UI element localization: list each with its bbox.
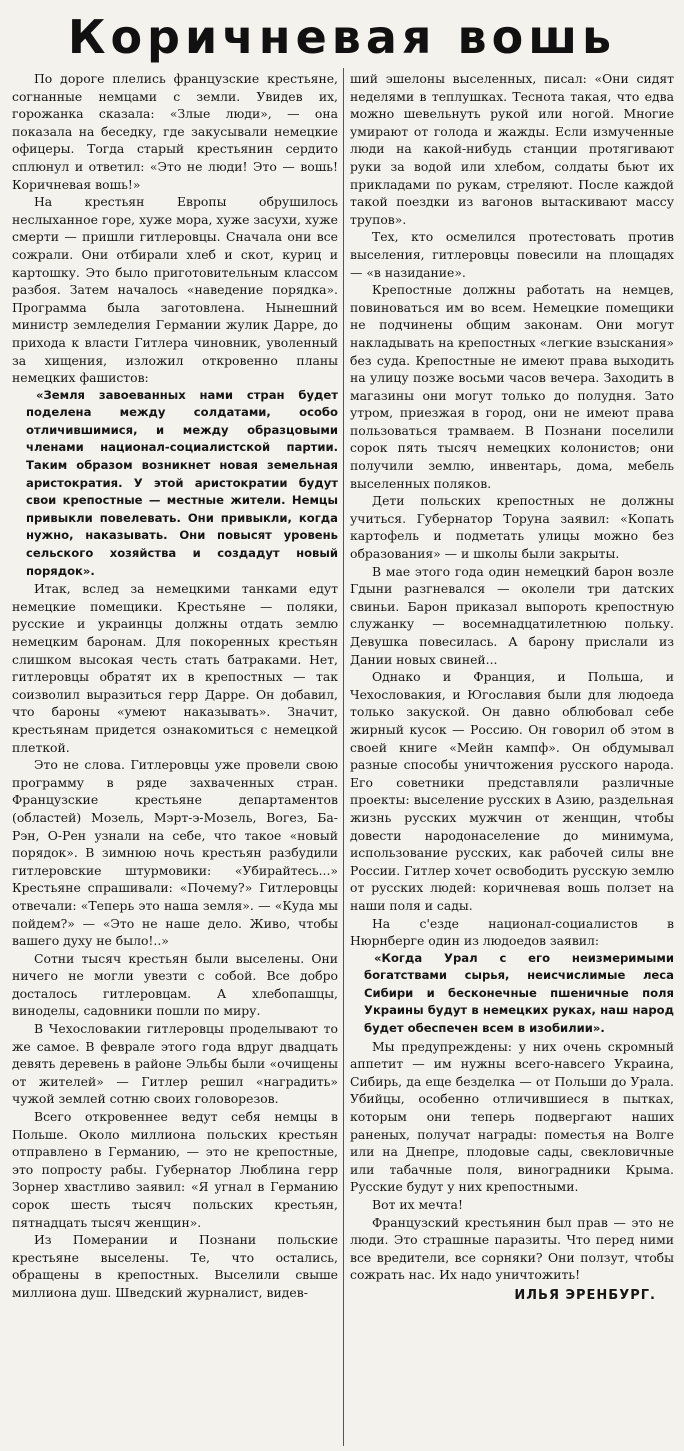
article-paragraph: ший эшелоны выселенных, писал: «Они сидят неделями в теплушках. Теснота такая, что едва можно шевельнуть рукой или ногой. Многие умирают от голода и жажды. Если измученные люди на какой-нибудь станции протягивают руки за водой или хлебом, солдаты бьют их прикладами по рукам, стреляют. После каждой такой поездки из вагонов вытаскивают массу трупов». [350, 71, 674, 227]
article-paragraph: Однако и Франция, и Польша, и Чехословакия, и Югославия были для людоеда только закуской. Он давно облюбовал себе жирный кусок — Россию. Он говорил об этом в своей книге «Мейн кампф». Он обдумывал разные способы уничтожения русского народа. Его советники представляли различные проекты: выселение русских в Азию, раздельная жизнь русских мужчин от женщин, чтобы довести народонаселение до минимума, использование русских, как рабочей силы вне России. Гитлер хочет освободить русскую землю от русских людей: коричневая вошь ползет на наши поля и сады. [350, 669, 674, 913]
article-title: Коричневая вошь [67, 10, 617, 64]
left-column [12, 70, 338, 1446]
article-paragraph: В мае этого года один немецкий барон возле Гдыни разгневался — околели три датских свиньи. Барон приказал выпороть крепостную служанку — восемнадцатилетнюю польку. Девушка повесилась. А барону прислали из Дании новых свиней... [350, 563, 674, 667]
quote-paragraph: «Земля завоеванных нами стран будет поделена между солдатами, особо отличившимися, и между образцовыми членами национал-социалистской партии. Таким образом возникнет новая земельная аристократия. У этой аристократии будут свои крепостные — местные жители. Немцы привыкли повелевать. Они привыкли, когда нужно, наказывать. Они повысят уровень сельского хозяйства и создадут новый порядок». [26, 387, 338, 578]
column-divider [343, 68, 344, 1446]
signature-row [350, 1286, 674, 1305]
right-column [350, 70, 674, 1446]
article-paragraph: Итак, вслед за немецкими танками едут немецкие помещики. Крестьяне — поляки, русские и украинцы должны отдать землю немецким баронам. Для покоренных крестьян слишком высокая честь стать батраками. Нет, гитлеровцы обратят их в крепостных — так соизволил выразиться герр Дарре. Он добавил, что бароны «умеют наказывать». Значит, крестьянам придется ознакомиться с немецкой плеткой. [12, 581, 338, 755]
article-paragraph: На с'езде национал-социалистов в Нюрнберге один из людоедов заявил: [350, 915, 674, 949]
article-paragraph: По дороге плелись французские крестьяне, согнанные немцами с земли. Увидев их, горожанка сказала: «Злые люди», — она показала на беседку, где закусывали немецкие офицеры. Тогда старый крестьянин сердито сплюнул и ответил: «Это не люди! Это — вошь! Коричневая вошь!» [12, 71, 338, 192]
article-paragraph: Французский крестьянин был прав — это не люди. Это страшные паразиты. Что перед ними все вредители, все сорняки? Они ползут, чтобы сожрать нас. Их надо уничтожить! [350, 1214, 674, 1283]
article-paragraph: Это не слова. Гитлеровцы уже провели свою программу в ряде захваченных стран. Французские крестьяне департаментов (областей) Мозель, Мэрт-э-Мозель, Вогез, Ба-Рэн, О-Рен узнали на себе, что такое «новый порядок». В зимнюю ночь крестьян разбудили гитлеровские штурмовики: «Убирайтесь...» Крестьяне спрашивали: «Почему?» Гитлеровцы отвечали: «Теперь это наша земля». — «Куда мы пойдем?» — «Это не наше дело. Живо, чтобы вашего духу не было!..» [12, 757, 338, 949]
quote-paragraph: «Когда Урал с его неизмеримыми богатствами сырья, неисчислимые леса Сибири и бесконечные пшеничные поля Украины будут в немецких руках, наш народ будет обеспечен всем в изобилии». [364, 950, 674, 1036]
article-paragraph: Сотни тысяч крестьян были выселены. Они ничего не могли увезти с собой. Все добро досталось гитлеровцам. А хлебопашцы, виноделы, садовники пошли по миру. [12, 950, 338, 1019]
article-paragraph: Дети польских крепостных не должны учиться. Губернатор Торуна заявил: «Копать картофель и подметать улицы можно без образования» — и школы были закрыты. [350, 493, 674, 562]
article-paragraph: Мы предупреждены: у них очень скромный аппетит — им нужны всего-навсего Украина, Сибирь, да еще безделка — от Польши до Урала. Убийцы, особенно отличившиеся в пытках, которым они теперь подвергают наших раненых, получат награды: поместья на Волге или на Днепре, плодовые сады, свекловичные или табачные поля, виноградники Крыма. Русские будут у них крепостными. [350, 1038, 674, 1195]
article-paragraph: Тех, кто осмелился протестовать против выселения, гитлеровцы повесили на площадях — «в назидание». [350, 229, 674, 280]
article-paragraph: Всего откровеннее ведут себя немцы в Польше. Около миллиона польских крестьян отправлено в Германию, — это не крепостные, это попросту рабы. Губернатор Люблина герр Зорнер хвастливо заявил: «Я угнал в Германию сорок шесть тысяч польских крестьян, пятнадцать тысяч женщин». [12, 1109, 338, 1230]
article-paragraph: На крестьян Европы обрушилось неслыханное горе, хуже мора, хуже засухи, хуже смерти — пришли гитлеровцы. Сначала они все сожрали. Они отбирали хлеб и скот, куриц и картошку. Это было приготовительным классом разбоя. Затем началось «наведение порядка». Программа была заготовлена. Нынешний министр земледелия Германии жулик Дарре, до прихода к власти Гитлера чиновник, уволенный за хищения, изложил откровенно планы немецких фашистов: [12, 194, 338, 386]
article-paragraph: Крепостные должны работать на немцев, повиноваться им во всем. Немецкие помещики не подчинены общим законам. Они могут накладывать на крепостных «легкие взыскания» без суда. Крепостные не имеют права выходить на улицу позже восьми часов вечера. Заходить в магазины они могут только до полудня. Зато утром, приезжая в город, они не имеют права пользоваться трамваем. В Познани поселили сорок пять тысяч немецких колонистов; они получили землю, инвентарь, дома, мебель выселенных поляков. [350, 282, 674, 491]
article-paragraph: Из Померании и Познани польские крестьяне выселены. Те, что остались, обращены в крепостных. Выселили свыше миллиона душ. Шведский журналист, видев- [12, 1232, 338, 1300]
author-signature: ИЛЬЯ ЭРЕНБУРГ. [514, 1287, 656, 1303]
article-paragraph: В Чехословакии гитлеровцы проделывают то же самое. В феврале этого года вдруг двадцать девять деревень в районе Эльбы были «очищены от жителей» — Гитлер решил «наградить» чужой землей сотню своих головорезов. [12, 1021, 338, 1107]
article-paragraph: Вот их мечта! [372, 1197, 463, 1212]
